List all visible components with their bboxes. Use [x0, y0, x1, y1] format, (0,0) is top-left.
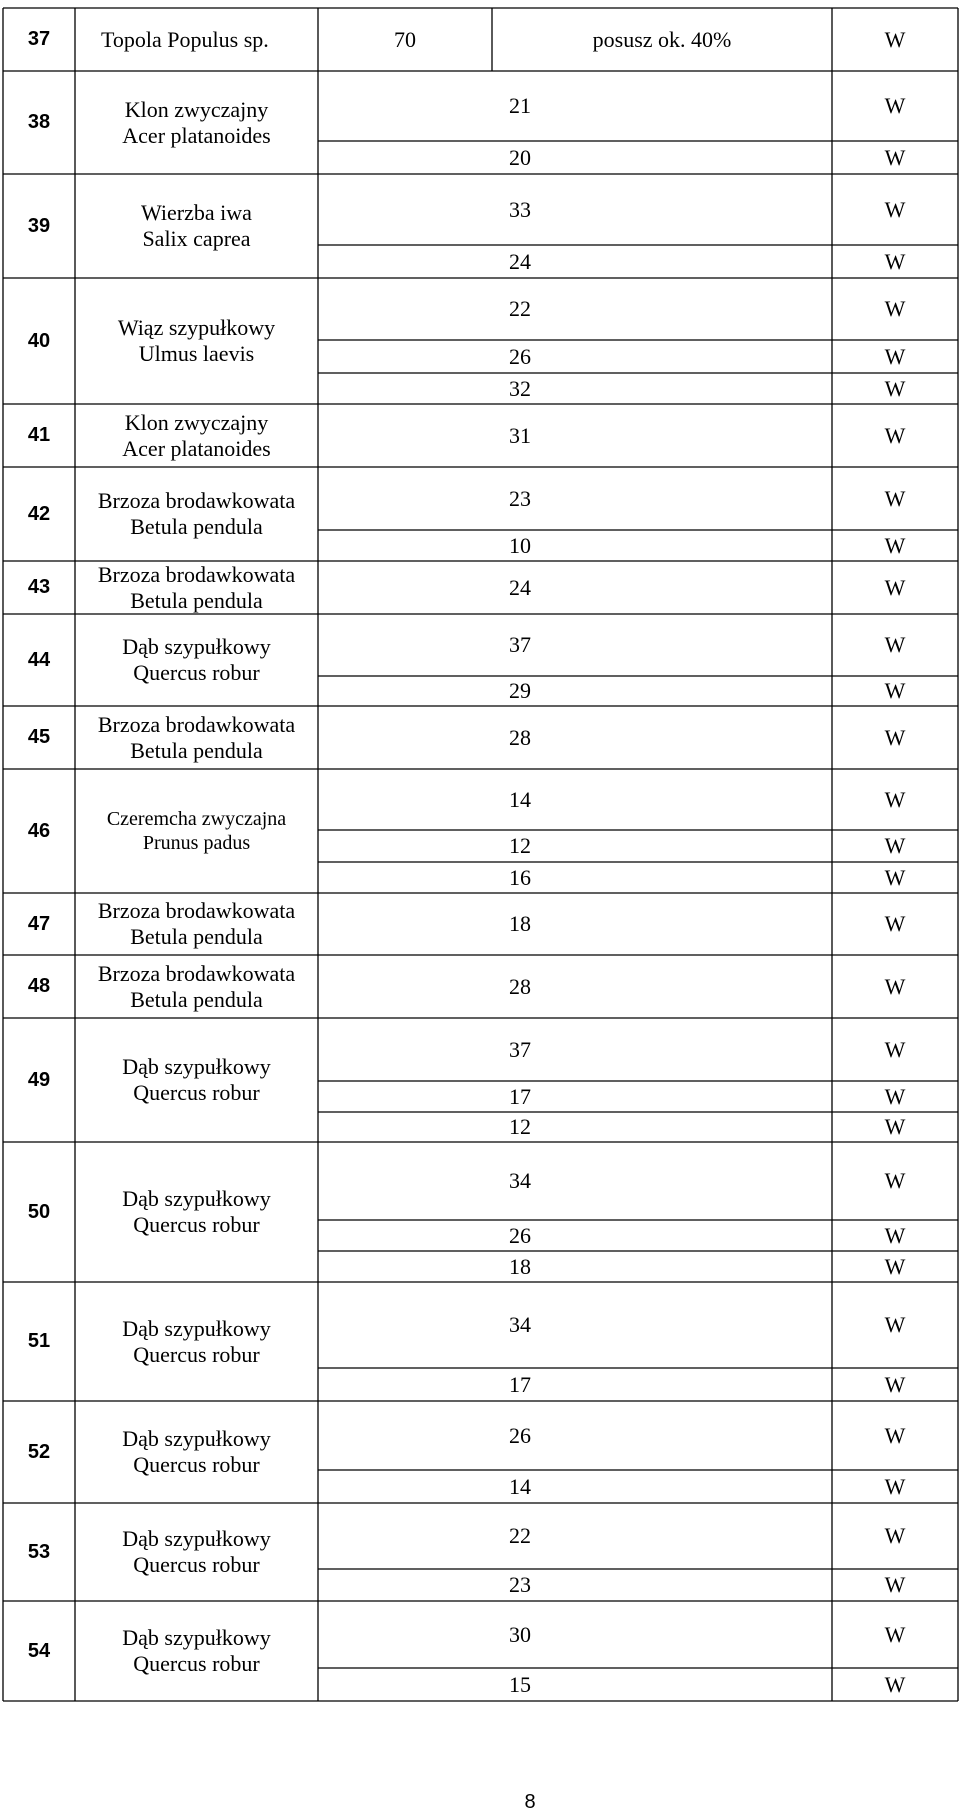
species-name [75, 1282, 318, 1401]
species-polish-name: Dąb szypułkowy [122, 1315, 271, 1341]
row-number: 45 [27, 726, 51, 748]
status-mark: W [884, 1422, 906, 1448]
circumference-value: 22 [509, 296, 531, 321]
row-number: 53 [27, 1540, 51, 1563]
species-name [75, 404, 318, 467]
row-number: 48 [27, 975, 51, 997]
status-mark: W [884, 1168, 906, 1193]
status-mark: W [884, 532, 906, 558]
row-number: 37 [27, 28, 51, 50]
circumference-value: 18 [509, 1253, 531, 1279]
circumference-value: 23 [509, 1572, 531, 1597]
species-name [75, 561, 318, 614]
row-number: 46 [27, 819, 51, 842]
status-mark: W [884, 786, 906, 812]
status-mark: W [884, 911, 906, 936]
species-polish-name: Brzoza brodawkowata [97, 711, 296, 737]
status-mark: W [884, 574, 906, 600]
row-number: 51 [27, 1330, 51, 1352]
circumference-value: 10 [509, 532, 531, 558]
status-mark: W [884, 1114, 906, 1139]
status-mark: W [884, 196, 906, 222]
species-latin-name: Quercus robur [133, 1651, 260, 1676]
species-polish-name: Brzoza brodawkowata [97, 488, 296, 513]
status-mark: W [884, 833, 906, 858]
status-mark: W [884, 1312, 906, 1337]
circumference-value: 24 [509, 574, 531, 600]
status-mark: W [884, 296, 906, 321]
circumference-value: 29 [509, 678, 531, 703]
species-name [75, 467, 318, 561]
species-polish-name: Brzoza brodawkowata [97, 561, 296, 587]
circumference-value: 28 [509, 973, 531, 999]
status-mark: W [884, 973, 906, 999]
circumference-value: 37 [509, 1036, 531, 1062]
status-mark: W [884, 343, 906, 369]
species-polish-name: Dąb szypułkowy [122, 634, 271, 659]
species-name [75, 174, 318, 278]
status-mark: W [884, 422, 906, 448]
status-mark: W [884, 1572, 906, 1597]
circumference-value: 20 [509, 144, 531, 170]
circumference-value: 34 [509, 1168, 531, 1193]
circumference-value: 23 [509, 485, 531, 511]
row-number: 54 [27, 1639, 51, 1662]
row-number: 43 [27, 576, 51, 598]
species-polish-name: Dąb szypułkowy [122, 1526, 271, 1551]
row-number: 39 [27, 214, 51, 237]
species-latin-name: Quercus robur [133, 1552, 260, 1577]
species-latin-name: Acer platanoides [122, 435, 271, 461]
species-latin-name: Quercus robur [133, 660, 260, 685]
status-mark: W [884, 1671, 906, 1697]
species-name [75, 1601, 318, 1701]
status-mark: W [884, 1036, 906, 1062]
species-latin-name: Salix caprea [142, 226, 251, 251]
status-mark: W [884, 1621, 906, 1647]
row-number: 52 [27, 1440, 51, 1463]
species-name [75, 1401, 318, 1503]
circumference-value: 70 [394, 26, 416, 52]
species-polish-name: Klon zwyczajny [124, 409, 269, 435]
circumference-value: 26 [509, 1422, 531, 1448]
species-name [75, 614, 318, 706]
circumference-value: 37 [509, 632, 531, 657]
species-polish-name: Topola [101, 26, 162, 52]
status-mark: W [884, 1222, 906, 1248]
circumference-value: 33 [509, 196, 531, 222]
status-mark: W [884, 1523, 906, 1548]
status-mark: W [884, 485, 906, 511]
species-polish-name: Wiąz szypułkowy [117, 315, 276, 340]
species-latin-name: Betula pendula [130, 924, 263, 949]
status-mark: W [884, 375, 906, 401]
circumference-value: 28 [509, 724, 531, 750]
species-latin-name: Prunus padus [142, 832, 251, 854]
species-latin-name: Quercus robur [133, 1080, 260, 1105]
species-latin-name: Acer platanoides [122, 122, 271, 148]
species-name [75, 1503, 318, 1601]
species-latin-name: Ulmus laevis [138, 341, 255, 366]
condition-note: posusz ok. 40% [592, 26, 732, 52]
status-mark: W [884, 1473, 906, 1499]
status-mark: W [884, 1253, 906, 1279]
circumference-value: 22 [509, 1523, 531, 1548]
species-name [75, 893, 318, 955]
status-mark: W [884, 632, 906, 657]
circumference-value: 14 [509, 786, 531, 812]
status-mark: W [884, 1083, 906, 1109]
species-latin-name: Quercus robur [133, 1452, 260, 1477]
species-name [75, 1142, 318, 1282]
status-mark: W [884, 1371, 906, 1397]
status-mark: W [884, 248, 906, 274]
row-number: 49 [27, 1068, 51, 1091]
species-latin-name: Quercus robur [133, 1341, 260, 1367]
circumference-value: 16 [509, 864, 531, 890]
circumference-value: 17 [509, 1371, 531, 1397]
circumference-value: 12 [509, 833, 531, 858]
species-polish-name: Wierzba iwa [141, 200, 252, 225]
circumference-value: 18 [509, 911, 531, 936]
circumference-value: 26 [509, 343, 531, 369]
species-name [75, 706, 318, 769]
status-mark: W [884, 144, 906, 170]
status-mark: W [884, 724, 906, 750]
row-number: 42 [27, 502, 51, 525]
species-name [75, 71, 318, 174]
circumference-value: 32 [509, 375, 531, 401]
row-number: 50 [27, 1200, 51, 1223]
species-name [75, 1018, 318, 1142]
species-latin-name: Betula pendula [130, 514, 263, 539]
species-polish-name: Dąb szypułkowy [122, 1426, 271, 1451]
circumference-value: 30 [509, 1621, 531, 1647]
row-number: 41 [27, 424, 51, 446]
circumference-value: 12 [509, 1114, 531, 1139]
species-latin-name: Betula pendula [130, 737, 263, 763]
species-polish-name: Dąb szypułkowy [122, 1186, 271, 1211]
species-polish-name: Brzoza brodawkowata [97, 960, 296, 986]
circumference-value: 34 [509, 1312, 531, 1337]
row-number: 38 [27, 111, 51, 133]
species-name [75, 955, 318, 1018]
species-polish-name: Dąb szypułkowy [122, 1625, 271, 1650]
species-latin-name: Betula pendula [130, 986, 263, 1012]
row-number: 47 [27, 912, 51, 935]
circumference-value: 17 [509, 1083, 531, 1109]
species-latin-name: Quercus robur [133, 1212, 260, 1237]
status-mark: W [884, 678, 906, 703]
species-latin-name: Betula pendula [130, 587, 263, 613]
species-name [75, 278, 318, 404]
species-polish-name: Dąb szypułkowy [122, 1054, 271, 1079]
status-mark: W [884, 26, 906, 52]
species-polish-name: Czeremcha zwyczajna [106, 808, 287, 830]
page-number: 8 [524, 1791, 536, 1813]
species-latin-name: Populus sp. [167, 26, 269, 52]
circumference-value: 24 [509, 248, 531, 274]
species-polish-name: Klon zwyczajny [124, 96, 269, 122]
circumference-value: 15 [509, 1671, 531, 1697]
row-number: 40 [27, 329, 51, 352]
row-number: 44 [27, 648, 51, 671]
circumference-value: 26 [509, 1222, 531, 1248]
status-mark: W [884, 93, 906, 118]
circumference-value: 14 [509, 1473, 531, 1499]
circumference-value: 31 [509, 422, 531, 448]
circumference-value: 21 [509, 93, 531, 118]
status-mark: W [884, 864, 906, 890]
species-polish-name: Brzoza brodawkowata [97, 898, 296, 923]
species-name [75, 769, 318, 893]
